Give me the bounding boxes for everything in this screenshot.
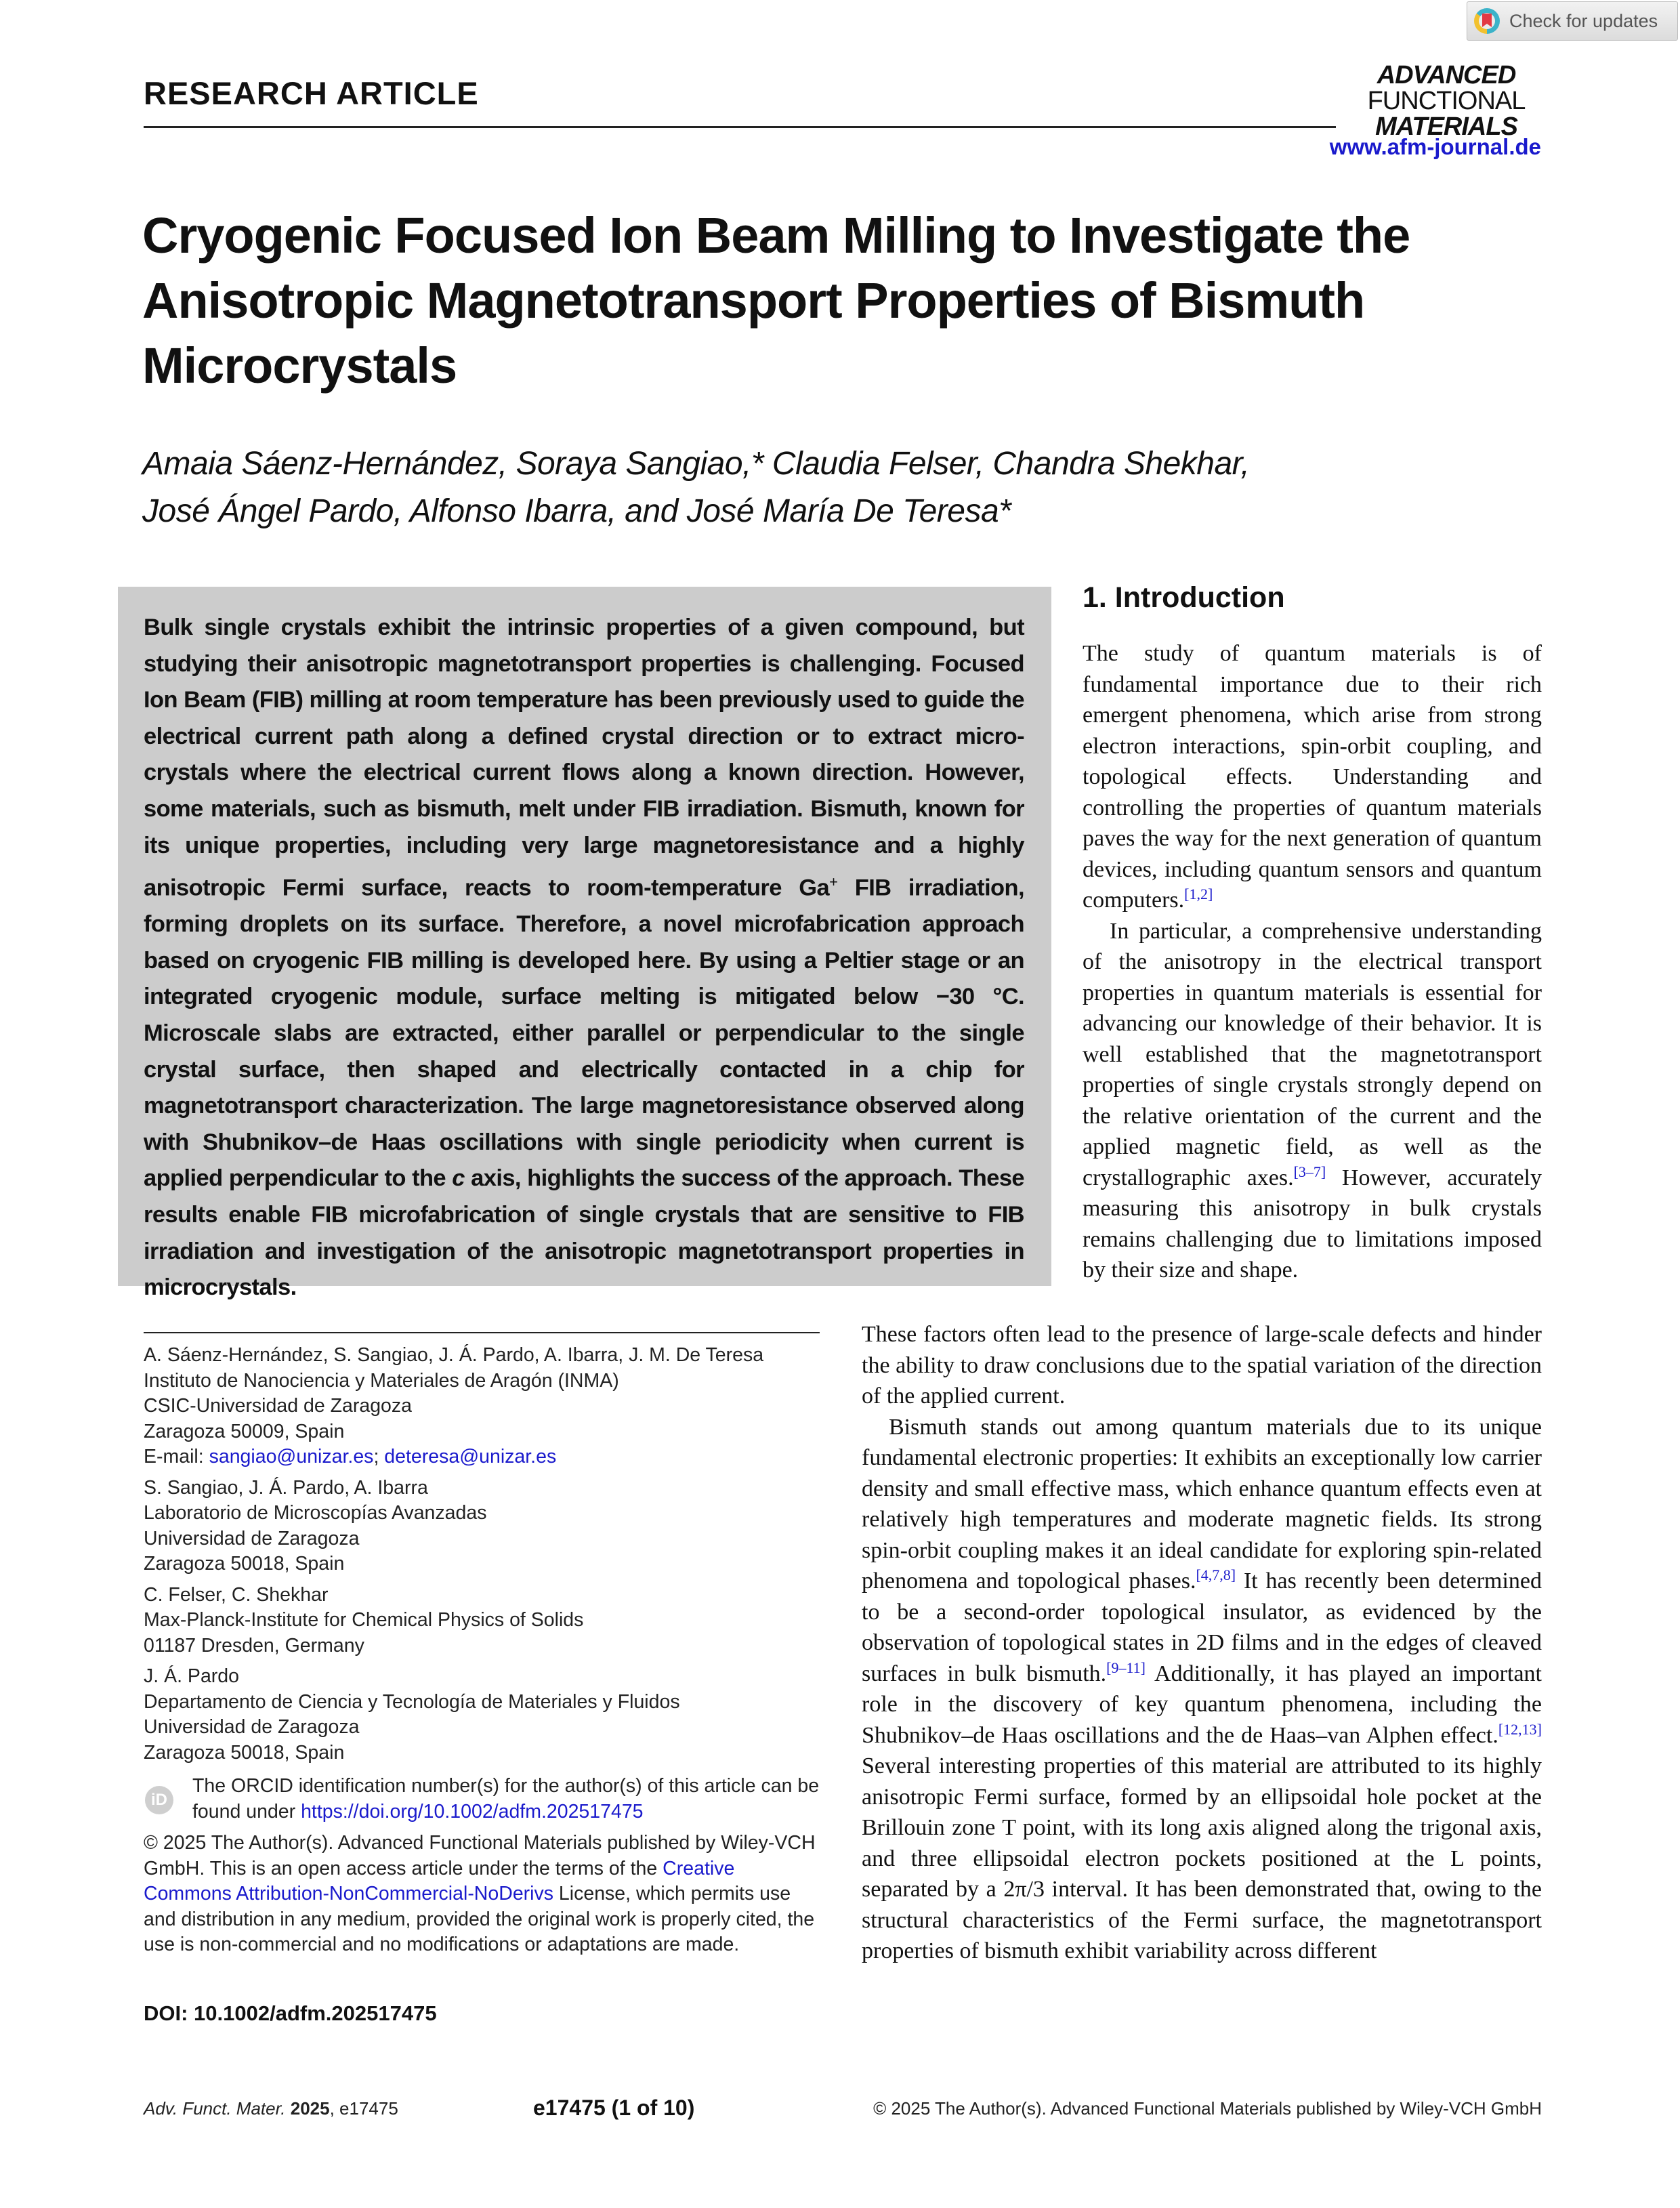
license-note (144, 1831, 821, 1958)
orcid-doi-link[interactable]: https://doi.org/10.1002/adfm.202517475 (301, 1800, 644, 1822)
citation-link[interactable]: [12,13] (1498, 1720, 1542, 1738)
author-list (142, 440, 1429, 535)
footer-article-id: , e17475 (329, 2098, 398, 2119)
footer-year: 2025 (290, 2098, 330, 2119)
intro-paragraph-2 (1083, 916, 1542, 1286)
journal-logo-line2: FUNCTIONAL (1367, 87, 1526, 115)
header-divider (144, 126, 1336, 128)
intro-p2-text-b: However, accurately measuring this anisotropy in bulk crystals remains challenging due to limitations imposed by their size and shape. (1083, 1165, 1542, 1283)
abstract-part-2: FIB irradiation, forming droplets on its surface. Therefore, a novel microfabrication approach based on cryogenic FIB milling is developed here. By using a Peltier stage or an integrated cryogenic module, surface melting is mitigated below −30 °C. Microscale slabs are extracted, either parallel or perpendicular to the single crystal surface, then shaped and electrically contacted in a chip for magnetotransport characterization. The large magnetoresistance observed along with Shubnikov–de Haas oscillations with single periodicity when current is applied perpendicular to the (144, 875, 1024, 1192)
affiliation-line: Laboratorio de Microscopías Avanzadas (144, 1502, 487, 1524)
intro-p1-text: The study of quantum materials is of fundamental importance due to their rich emergent phenomena, which arise from strong electron interactions, spin-orbit coupling, and topological effects. Understanding and controlling the properties of quantum materials paves the way for the next generation of quantum devices, including quantum sensors and quantum computers. (1083, 641, 1542, 913)
abstract-text (144, 610, 1024, 1306)
affiliation-line: Zaragoza 50018, Spain (144, 1553, 345, 1575)
crossmark-icon (1474, 8, 1500, 34)
article-title: Cryogenic Focused Ion Beam Milling to Investigate the Anisotropic Magnetotransport Properties of Bismuth Microcrystals (142, 207, 1410, 394)
abstract-part-3: axis, highlights the success of the approach. These results enable FIB microfabrication of single crystals that are sensitive to FIB irradiation and investigation of the anisotropic magnetotransport properties in microcrystals. (144, 1165, 1024, 1301)
section-label: RESEARCH ARTICLE (144, 75, 479, 111)
doi: DOI: 10.1002/adfm.202517475 (144, 2001, 437, 2025)
intro-column (1083, 638, 1542, 1286)
email-link-sangiao[interactable]: sangiao@unizar.es (209, 1446, 374, 1467)
orcid-note (144, 1774, 821, 1825)
affiliations-divider (144, 1332, 820, 1333)
abstract-box (118, 587, 1051, 1301)
affiliation-line: Departamento de Ciencia y Tecnología de Materiales y Fluidos (144, 1690, 680, 1713)
section-heading-introduction: 1. Introduction (1083, 581, 1285, 614)
affiliation-line: Zaragoza 50009, Spain (144, 1420, 345, 1442)
footer-journal-abbrev: Adv. Funct. Mater. (144, 2098, 286, 2119)
affiliations (144, 1343, 821, 1771)
intro-p3-text-d: Several interesting properties of this material are attributed to its highly anisotropic Fermi surface, formed by an ellipsoidal hole pocket at the Brillouin zone T point, with its long axis aligned along the trigonal axis, and three ellipsoidal electron pockets positioned at the L points, separated by a 2π/3 interval. It has been demonstrated that, owing to the structural characteristics of the Fermi surface, the magnetotransport properties of bismuth exhibit variability across different (862, 1753, 1542, 1963)
citation-link[interactable]: [1,2] (1184, 886, 1213, 902)
affiliation-line: Universidad de Zaragoza (144, 1716, 360, 1738)
affiliation-line: Zaragoza 50018, Spain (144, 1741, 345, 1764)
journal-url-link[interactable]: www.afm-journal.de (1329, 134, 1541, 159)
citation-link[interactable]: [9–11] (1106, 1659, 1146, 1676)
email-separator: ; (373, 1446, 385, 1467)
affiliation-block (144, 1664, 821, 1766)
journal-logo-line1: ADVANCED (1377, 61, 1516, 89)
affiliation-block (144, 1476, 821, 1577)
intro-column-continued (862, 1319, 1542, 1967)
affiliation-line: Instituto de Nanociencia y Materiales de Aragón (INMA) (144, 1369, 619, 1392)
abstract-part-1: Bulk single crystals exhibit the intrinsic properties of a given compound, but studying their anisotropic magnetotransport properties is challenging. Focused Ion Beam (FIB) milling at room temperature has been previously used to guide the electrical current path along a defined crystal direction or to extract micro-crystals where the electrical current flows along a known direction. However, some materials, such as bismuth, melt under FIB irradiation. Bismuth, known for its unique properties, including very large magnetoresistance and a highly anisotropic Fermi surface, reacts to room-temperature Ga (144, 615, 1024, 901)
intro-paragraph-2-continued: These factors often lead to the presence of large-scale defects and hinder the ability to draw conclusions due to the spatial variation of the direction of the applied current. (862, 1322, 1542, 1409)
ga-superscript: + (829, 873, 838, 891)
orcid-text: The ORCID identification number(s) for the author(s) of this article can be found under (192, 1775, 820, 1822)
affiliation-line: Max-Planck-Institute for Chemical Physics of Solids (144, 1609, 584, 1631)
license-text-b: License, which permits use and distribution in any medium, provided the original work is properly cited, the use is non-commercial and no modifications or adaptations are made. (144, 1883, 815, 1955)
intro-paragraph-1 (1083, 638, 1542, 916)
citation-link[interactable]: [4,7,8] (1196, 1566, 1236, 1583)
affiliation-line: CSIC-Universidad de Zaragoza (144, 1395, 413, 1417)
journal-logo-line3: MATERIALS (1375, 112, 1517, 141)
intro-p3-text-a: Bismuth stands out among quantum materials due to its unique fundamental electronic properties: It exhibits an exceptionally low carrier density and small effective mass, which enhance quantum effects even at relatively high temperatures and moderate magnetic fields. Its strong spin-orbit coupling makes it an ideal candidate for exploring spin-related phenomena and topological phases. (862, 1414, 1542, 1593)
footer-copyright: © 2025 The Author(s). Advanced Functional Materials published by Wiley-VCH GmbH (873, 2098, 1542, 2119)
affiliation-line: A. Sáenz-Hernández, S. Sangiao, J. Á. Pardo, A. Ibarra, J. M. De Teresa (144, 1344, 764, 1366)
email-label: E-mail: (144, 1446, 209, 1467)
intro-p3-text-b: It has recently been determined to be a second-order topological insulator, as evidenced by the observation of topological states in 2D films and in the edges of cleaved surfaces in bulk bismuth. (862, 1568, 1542, 1686)
intro-p2-text-a: In particular, a comprehensive understanding of the anisotropy in the electrical transport properties in quantum materials is essential for advancing our knowledge of their behavior. It is well established that the magnetotransport properties of single crystals strongly depend on the relative orientation of the current and the applied magnetic field, as well as the crystallographic axes. (1083, 918, 1542, 1190)
intro-p3-text-c: Additionally, it has played an important role in the discovery of key quantum phenomena, including the Shubnikov–de Haas oscillations and the de Haas–van Alphen effect. (862, 1661, 1542, 1748)
affiliation-line: 01187 Dresden, Germany (144, 1634, 364, 1657)
license-text-a: © 2025 The Author(s). Advanced Functional Materials published by Wiley-VCH GmbH. This is an open access article under the terms of the (144, 1832, 816, 1879)
orcid-icon: iD (145, 1786, 173, 1814)
email-line (144, 1444, 821, 1470)
affiliation-block (144, 1343, 821, 1470)
page-footer (144, 2096, 1542, 2123)
check-for-updates-label: Check for updates (1509, 10, 1658, 31)
intro-paragraph-3 (862, 1412, 1542, 1967)
affiliation-block (144, 1583, 821, 1659)
author-line-2: José Ángel Pardo, Alfonso Ibarra, and José María De Teresa* (142, 493, 1011, 529)
creative-commons-link[interactable]: Creative Commons Attribution-NonCommercial-NoDerivs (144, 1857, 735, 1904)
email-link-deteresa[interactable]: deteresa@unizar.es (384, 1446, 557, 1467)
journal-logo (1351, 62, 1541, 140)
c-axis-italic: c (452, 1165, 465, 1192)
affiliation-line: S. Sangiao, J. Á. Pardo, A. Ibarra (144, 1476, 428, 1499)
affiliation-line: Universidad de Zaragoza (144, 1527, 360, 1549)
affiliation-line: C. Felser, C. Shekhar (144, 1583, 329, 1606)
page-number: e17475 (1 of 10) (533, 2096, 695, 2120)
footer-citation (144, 2098, 398, 2119)
citation-link[interactable]: [3–7] (1293, 1163, 1326, 1180)
check-for-updates-button[interactable] (1467, 1, 1678, 41)
author-line-1: Amaia Sáenz-Hernández, Soraya Sangiao,* Claudia Felser, Chandra Shekhar, (142, 446, 1250, 482)
affiliation-line: J. Á. Pardo (144, 1665, 239, 1687)
